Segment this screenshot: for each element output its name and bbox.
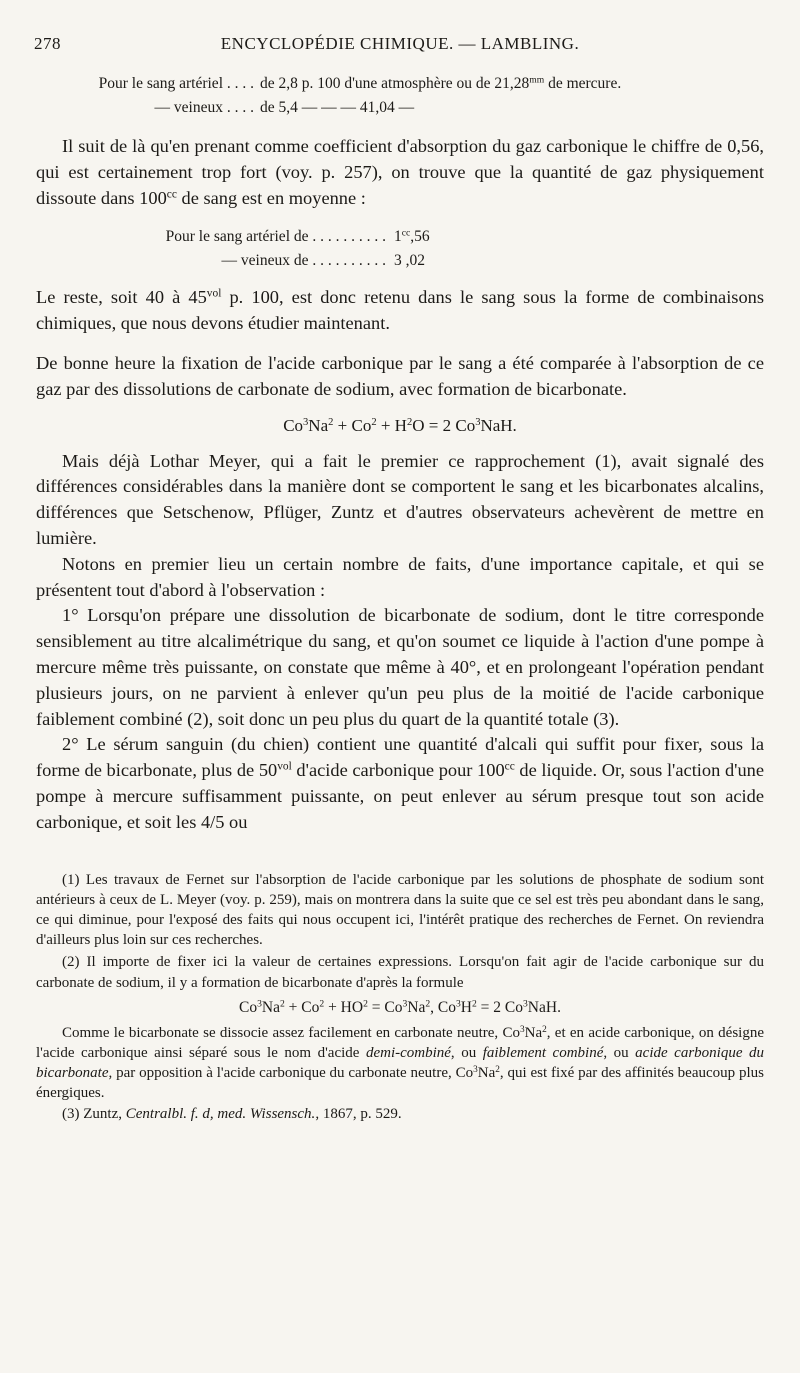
page-header (34, 34, 766, 58)
footnote: Comme le bicarbonate se dissocie assez facilement en carbonate neutre, Co$^3$Na$^2$, et en acide carbonique, on désigne l'acide carbonique ainsi séparé sous le nom d'acide demi-combiné, ou faiblement combiné, ou acide carbonique du bicarbonate, par opposition à l'acide carbonique du carbonate neutre, Co$^3$Na$^2$, qui est fixé par des affinités beaucoup plus énergiques. (36, 1024, 765, 1102)
row-label: Pour le sang artériel de . . . . . . . . . . (165, 228, 386, 246)
paragraph: Il suit de là qu'en prenant comme coefficient d'absorption du gaz carbonique le chiffre de 0,56, qui est certainement trop fort (voy. p. 257), on trouve que la quantité de gaz physiquement dissoute dans $100^{cc}$ de sang est en moyenne : (36, 136, 764, 208)
paragraph: De bonne heure la fixation de l'acide carbonique par le sang a été comparée à l'absorption de ce gaz par des dissolutions de carbonate de sodium, avec formation de bicarbonate. (36, 352, 764, 399)
footnote: (2) Il importe de fixer ici la valeur de certaines expressions. Lorsqu'on fait agir de l'acide carbonique sur du carbonate de sodium, il y a formation de bicarbonate d'après la formule (36, 954, 764, 991)
paragraph: 1° Lorsqu'on prépare une dissolution de bicarbonate de sodium, dont le titre corresponde sensiblement au titre alcalimétrique du sang, et qu'on soumet ce liquide à l'action d'une pompe à mercure même très puissante, on constate que même à 40°, et en prolongeant l'opération pendant plusieurs jours, on ne parvient à enlever qu'un peu plus de la moitié de l'acide carbonique faiblement combiné (2), soit donc un peu plus du quart de la quantité totale (3). (36, 605, 764, 729)
table-row (36, 249, 764, 273)
row-value: $1^{cc},56$ (394, 228, 430, 246)
row-value: 3 ,02 (394, 252, 425, 270)
paragraph: 2° Le sérum sanguin (du chien) contient une quantité d'alcali qui suffit pour fixer, sous la forme de bicarbonate, plus de $50^{vol}$ d'acide carbonique pour $100^{cc}$ de liquide. Or, sous l'action d'une pompe à mercure suffisamment puissante, on peut enlever au sérum presque tout son acide carbonique, et soit les 4/5 ou (36, 734, 765, 832)
table-row (64, 96, 764, 120)
footnote: (3) Zuntz, Centralbl. f. d, med. Wissensch., 1867, p. 529. (62, 1105, 402, 1122)
row-label: — veineux de . . . . . . . . . . (221, 252, 386, 270)
row-value: de 2,8 p. 100 d'une atmosphère ou de $21,28^{mm}$ de mercure. (260, 74, 622, 92)
paragraph: Le reste, soit 40 à $45^{vol}$ p. 100, est donc retenu dans le sang sous la forme de combinaisons chimiques, que nous devons étudier maintenant. (36, 287, 765, 334)
paragraph: Notons en premier lieu un certain nombre de faits, d'une importance capitale, et qui se présentent tout d'abord à l'observation : (36, 553, 764, 600)
row-label: Pour le sang artériel . . . . (98, 75, 254, 92)
page-body (36, 72, 764, 1124)
paragraph: Mais déjà Lothar Meyer, qui a fait le premier ce rapprochement (1), avait signalé des différences considérables dans la manière dont se comportent le sang et les bicarbonates alcalins, différences que Setschenow, Pflüger, Zuntz et d'autres observateurs achevèrent de mettre en lumière. (36, 450, 764, 548)
row-value: de 5,4 — — — 41,04 — (260, 99, 415, 116)
equation: $Co^3Na^2 + Co^2 + H^2O = 2$ Co$^3$NaH. (283, 415, 517, 435)
footnote: (1) Les travaux de Fernet sur l'absorption de l'acide carbonique par les solutions de phosphate de sodium sont antérieurs à ceux de L. Meyer (voy. p. 259), mais on montrera dans la suite que ce sel est très peu abondant dans le sang, ce qui diminue, pour l'exposé des faits qui nous occupent ici, l'intérêt pratique des recherches de Fernet. On reviendra d'ailleurs plus loin sur ces recherches. (36, 871, 764, 949)
pressure-table (36, 72, 764, 120)
row-label: — veineux . . . . (154, 99, 254, 116)
table-row (36, 225, 764, 249)
table-row (64, 72, 764, 96)
footnotes (36, 870, 764, 1124)
running-title: ENCYCLOPÉDIE CHIMIQUE. — LAMBLING. (220, 34, 580, 53)
dissolved-gas-table (36, 225, 764, 273)
page-number: 278 (34, 34, 61, 53)
footnote-equation: $Co^3Na^2 + Co^2 + HO^2 = Co^3Na^2$, $Co^3H^2 = 2$ Co$^3$NaH. (239, 998, 561, 1016)
